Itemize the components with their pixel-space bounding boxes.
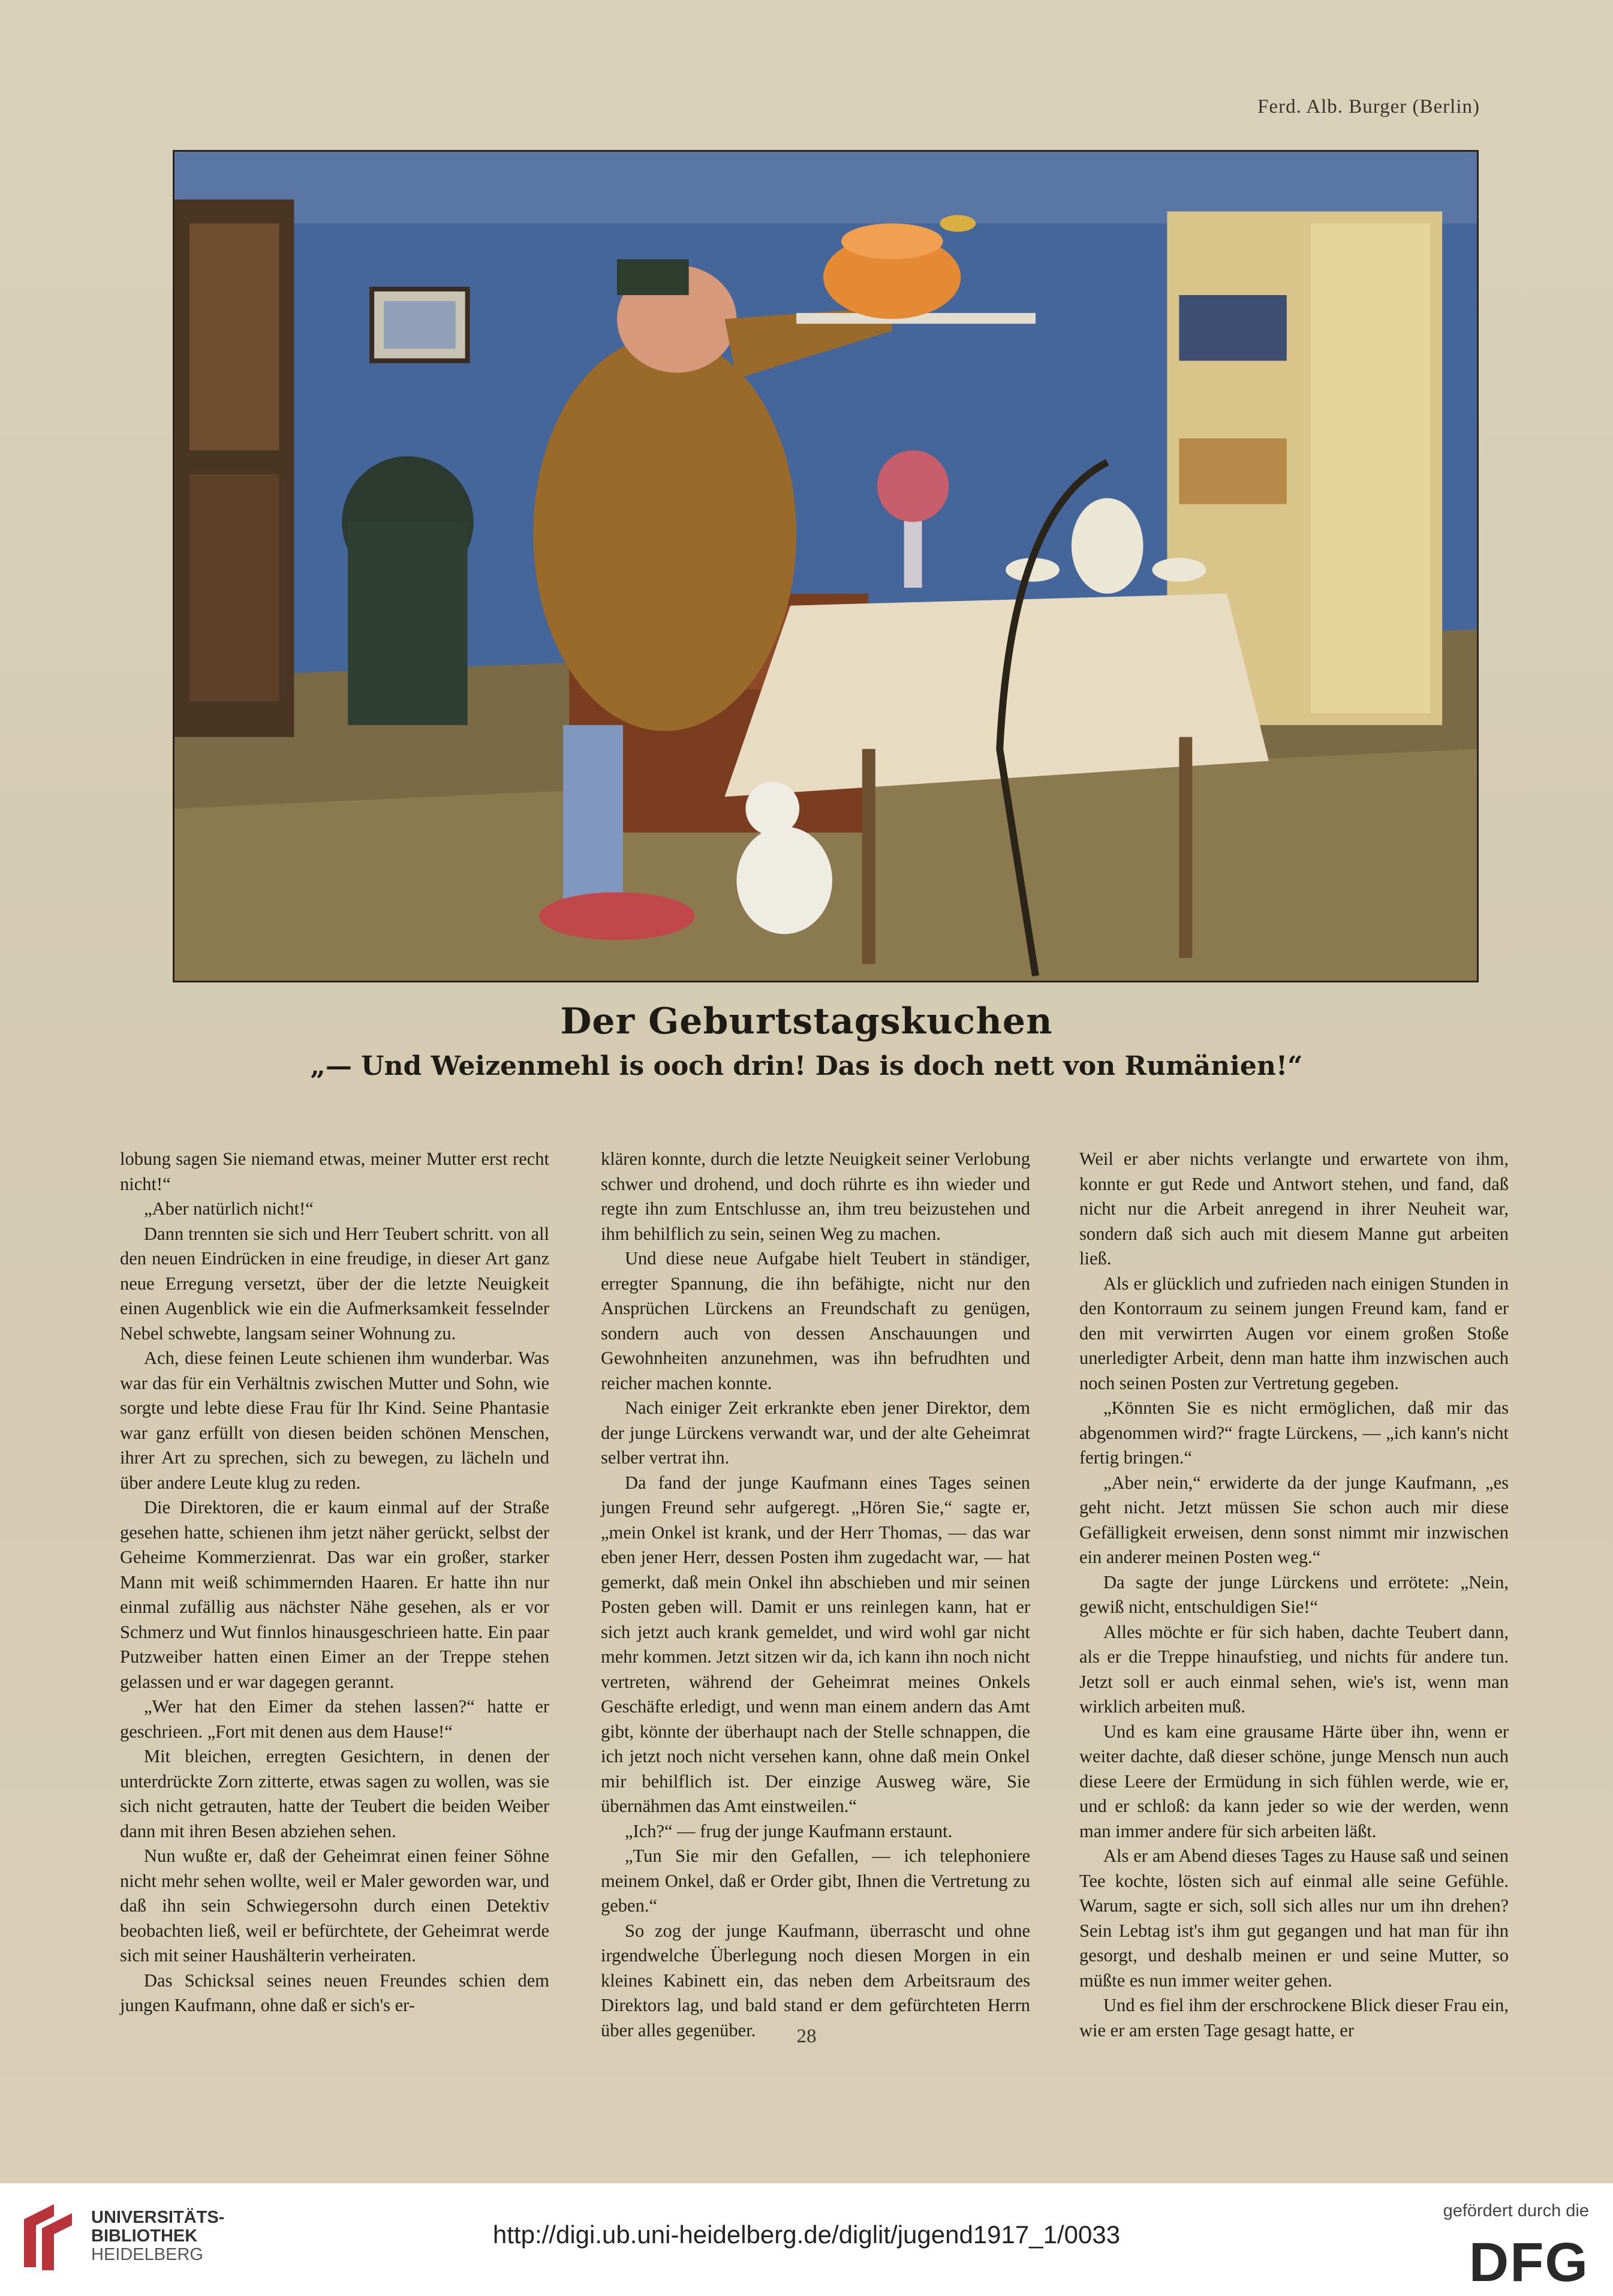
paragraph: klären konnte, durch die letzte Neuigkeit seiner Verlobung schwer und drohend, und doch rührte es ihn wieder und regte ihn zum Entschlusse an, ihm treu beizustehen und ihm behilflich zu sein, seinen Weg zu machen. bbox=[601, 1149, 1030, 1244]
paragraph: „Aber nein,“ erwiderte da der junge Kaufmann, „es geht nicht. Jetzt müssen Sie schon auch mir diese Gefälligkeit erweisen, denn sonst nimmt mir inzwischen ein anderer meinen Posten weg.“ bbox=[1079, 1472, 1509, 1567]
paragraph: „Wer hat den Eimer da stehen lassen?“ hatte er geschrieen. „Fort mit denen aus dem Hause!“ bbox=[120, 1696, 549, 1742]
library-name-line3: HEIDELBERG bbox=[91, 2245, 203, 2264]
caption-title: Der Geburtstagskuchen bbox=[560, 1000, 1053, 1042]
footer-bar bbox=[0, 2183, 1613, 2296]
paragraph: Da fand der junge Kaufmann eines Tages seinen jungen Freund sehr aufgeregt. „Hören Sie,“ sagte er, „mein Onkel ist krank, und der Herr Thomas, — das war eben jener Herr, dessen Posten ihm zugedacht war, — hat gemerkt, daß mein Onkel ihn abschieben und mir seinen Posten geben will. Damit er uns reinlegen kann, hat er sich jetzt auch krank gemeldet, und wird wohl gar nicht mehr kommen. Jetzt sitzen wir da, ich kann ihn noch nicht vertreten, während der Geheimrat meines Onkels Geschäfte erledigt, und wenn man einem andern das Amt gibt, könnte der überhaupt nach der Stelle schnappen, die ich jetzt noch nicht versehen kann, ohne daß mein Onkel mir behilflich ist. Der einzige Ausweg wäre, Sie übernähmen das Amt einstweilen.“ bbox=[601, 1472, 1030, 1816]
paragraph: Da sagte der junge Lürckens und errötete: „Nein, gewiß nicht, entschuldigen Sie!“ bbox=[1079, 1571, 1509, 1617]
text-column-3 bbox=[1079, 1147, 1509, 2040]
paragraph: „Aber natürlich nicht!“ bbox=[144, 1198, 314, 1219]
illustration-painting bbox=[174, 152, 1477, 981]
dfg-logo: DFG bbox=[1468, 2232, 1589, 2293]
artist-credit: Ferd. Alb. Burger (Berlin) bbox=[1257, 96, 1480, 118]
library-name-line1: UNIVERSITÄTS- bbox=[91, 2208, 225, 2227]
paragraph: Als er glücklich und zufrieden nach einigen Stunden in den Kontorraum zu seinem jungen Freund kam, fand er den mit verwirrten Augen vor einem großen Stoße unerledigter Arbeit, denn man hatte ihm inzwischen auch noch seinen Posten zur Vertretung gegeben. bbox=[1079, 1273, 1509, 1393]
paragraph: Ach, diese feinen Leute schienen ihm wunderbar. Was war das für ein Verhältnis zwischen Mutter und Sohn, wie sorgte und lebte diese Frau für Ihr Kind. Seine Phantasie war ganz erfüllt von diesen beiden schönen Menschen, ihrer Art zu sprechen, sich zu bewegen, zu lächeln und über andere Leute klug zu reden. bbox=[120, 1348, 549, 1493]
paragraph: Die Direktoren, die er kaum einmal auf der Straße gesehen hatte, schienen ihm jetzt näher gerückt, selbst der Geheime Kommerzienrat. Das war ein großer, starker Mann mit weiß schimmernden Haaren. Er hatte ihn nur einmal zufällig aus nächster Nähe gesehen, als er vor Schmerz und Wut finnlos hinausgeschrieen hatte. Ein paar Putzweiber hatten einen Eimer an der Treppe stehen gelassen und er war dagegen gerannt. bbox=[120, 1497, 549, 1692]
paragraph: „Könnten Sie es nicht ermöglichen, daß mir das abgenommen wird?“ fragte Lürckens, — „ich kann's nicht fertig bringen.“ bbox=[1079, 1398, 1509, 1468]
paragraph: Nun wußte er, daß der Geheimrat einen feiner Söhne nicht mehr sehen wollte, weil er Maler geworden war, und daß ihn sein Schwiegersohn durch einen Detektiv beobachten ließ, weil er befürchtete, der Geheimrat werde sich mit seiner Haushälterin verheiraten. bbox=[120, 1846, 549, 1966]
paragraph: Nach einiger Zeit erkrankte eben jener Direktor, dem der junge Lürckens verwandt war, und der alte Geheimrat selber vertrat ihn. bbox=[601, 1398, 1030, 1468]
paragraph: Und es kam eine grausame Härte über ihn, wenn er weiter dachte, daß dieser schöne, junge Mensch nun auch diese Leere der Ermüdung in sich fühlen werde, wie er, und er schloß: da kann jeder so wie der werden, wenn man immer andere für sich arbeiten läßt. bbox=[1079, 1721, 1509, 1841]
page-number: 28 bbox=[796, 2025, 817, 2047]
illustration bbox=[173, 150, 1479, 982]
funding-note: gefördert durch die bbox=[1443, 2201, 1589, 2220]
paragraph: lobung sagen Sie niemand etwas, meiner Mutter erst recht nicht!“ bbox=[120, 1149, 549, 1194]
paragraph: Und diese neue Aufgabe hielt Teubert in ständiger, erregter Spannung, die ihn befähigte, nicht nur den Ansprüchen Lürckens an Freundschaft zu genügen, sondern auch von dessen Anschauungen und Gewohnheiten anzunehmen, was ihn befrudhten und reicher machen konnte. bbox=[601, 1248, 1030, 1393]
paragraph: So zog der junge Kaufmann, überrascht und ohne irgendwelche Überlegung noch diesen Morgen in ein kleines Kabinett ein, das neben dem Arbeitsraum des Direktors lag, und bald stand er dem gefürchteten Herrn über alles gegenüber. bbox=[601, 1920, 1030, 2040]
paragraph: Und es fiel ihm der erschrockene Blick dieser Frau ein, wie er am ersten Tage gesagt hatte, er bbox=[1079, 1995, 1509, 2040]
library-name-line2: BIBLIOTHEK bbox=[91, 2226, 198, 2246]
text-column-1 bbox=[120, 1147, 549, 2015]
paragraph: „Tun Sie mir den Gefallen, — ich telephoniere meinem Onkel, daß er Order gibt, Ihnen die Vertretung zu geben.“ bbox=[601, 1846, 1030, 1916]
paragraph: Mit bleichen, erregten Gesichtern, in denen der unterdrückte Zorn zitterte, etwas sagen zu wollen, was sie sich nicht getrauten, hatte der Teubert die beiden Weiber dann mit ihren Besen abziehen sehen. bbox=[120, 1746, 549, 1841]
caption-subtitle: „— Und Weizenmehl is ooch drin! Das is doch nett von Rumänien!“ bbox=[310, 1051, 1303, 1081]
paragraph: „Ich?“ — frug der junge Kaufmann erstaunt. bbox=[625, 1820, 953, 1841]
paragraph: Als er am Abend dieses Tages zu Hause saß und seinen Tee kochte, lösten sich auf einmal alle seine Gefühle. Warum, sagte er sich, soll sich alles nur um ihn drehen? Sein Lebtag ist's ihm gut gegangen und hat man für ihn gesorgt, und deshalb meinen er und seine Mutter, so müßte es nun immer weiter gehen. bbox=[1079, 1846, 1509, 1991]
paragraph: Alles möchte er für sich haben, dachte Teubert dann, als er die Treppe hinaufstieg, und nichts für andere tun. Jetzt soll er auch einmal sehen, wie's ist, wenn man wirklich arbeiten muß. bbox=[1079, 1621, 1509, 1717]
source-url-link[interactable]: http://digi.ub.uni-heidelberg.de/diglit/jugend1917_1/0033 bbox=[492, 2220, 1121, 2249]
paragraph: Das Schicksal seines neuen Freundes schien dem jungen Kaufmann, ohne daß er sich's er- bbox=[120, 1970, 549, 2015]
paragraph: Weil er aber nichts verlangte und erwartete von ihm, konnte er gut Rede und Antwort stehen, und fand, daß nicht nur die Arbeit anregend in ihrer Neuheit war, sondern daß sich auch mit diesem Manne gut arbeiten ließ. bbox=[1079, 1149, 1509, 1269]
paragraph: Dann trennten sie sich und Herr Teubert schritt. von all den neuen Eindrücken in eine freudige, in dieser Art ganz neue Erregung versetzt, über der die letzte Neuigkeit einen Augenblick wie ein die Aufmerksamkeit fesselnder Nebel schwebte, langsam seiner Wohnung zu. bbox=[120, 1223, 549, 1344]
